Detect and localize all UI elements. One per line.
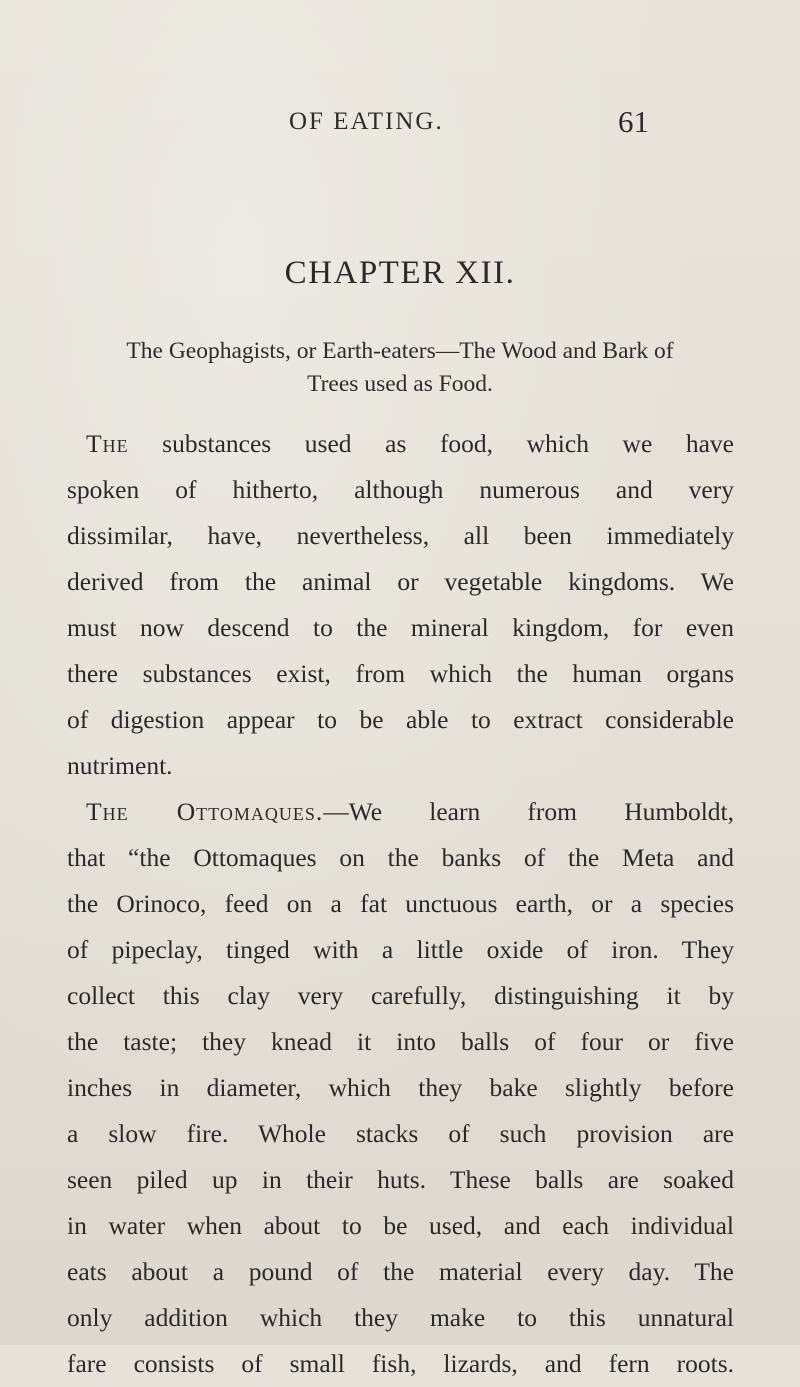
running-head <box>0 104 800 148</box>
page-number: 61 <box>618 104 649 139</box>
paragraph-1-line-8: nutriment. <box>67 751 173 780</box>
paragraph-1-lead: The <box>86 429 129 458</box>
paragraph-1-line-5: must now descend to the mineral kingdom, for even <box>67 613 734 642</box>
chapter-title: CHAPTER XII. <box>284 255 516 291</box>
paragraph-2-line-6: the taste; they knead it into balls of four or five <box>67 1027 734 1056</box>
paragraph-2-line-2: that “the Ottomaques on the banks of the Meta and <box>67 843 734 872</box>
body-text <box>67 421 734 1387</box>
paragraph-1-text: substances used as food, which we have <box>128 429 734 458</box>
paragraph-2-line-13: fare consists of small fish, lizards, and fern roots. <box>67 1349 734 1378</box>
paragraph-2-text: —We learn from Humboldt, <box>323 797 734 826</box>
paragraph-1-line-2: spoken of hitherto, although numerous and very <box>67 475 734 504</box>
running-title: OF EATING. <box>289 108 444 135</box>
paragraph-2-line-10: in water when about to be used, and each individual <box>67 1211 734 1240</box>
paragraph-1-line-4: derived from the animal or vegetable kingdoms. We <box>67 567 734 596</box>
chapter-subtitle-line-2: Trees used as Food. <box>307 371 493 397</box>
paragraph-2-lead: The Ottomaques. <box>86 797 324 826</box>
paragraph-1-line-6: there substances exist, from which the human organs <box>67 659 734 688</box>
paragraph-2-line-1 <box>67 789 734 835</box>
paragraph-2-line-8: a slow fire. Whole stacks of such provision are <box>67 1119 734 1148</box>
paragraph-1-line-1 <box>67 421 734 467</box>
paragraph-2-line-9: seen piled up in their huts. These balls are soaked <box>67 1165 734 1194</box>
chapter-subtitle-line-1: The Geophagists, or Earth-eaters—The Wood and Bark of <box>126 338 674 364</box>
paragraph-2-line-5: collect this clay very carefully, distinguishing it by <box>67 981 734 1010</box>
paragraph-2-line-4: of pipeclay, tinged with a little oxide of iron. They <box>67 935 734 964</box>
paragraph-1-line-3: dissimilar, have, nevertheless, all been immediately <box>67 521 734 550</box>
paragraph-2-line-7: inches in diameter, which they bake slightly before <box>67 1073 734 1102</box>
paragraph-1-line-7: of digestion appear to be able to extract considerable <box>67 705 734 734</box>
paragraph-2-line-12: only addition which they make to this unnatural <box>67 1303 734 1332</box>
paragraph-2-line-3: the Orinoco, feed on a fat unctuous earth, or a species <box>67 889 734 918</box>
paragraph-2-line-11: eats about a pound of the material every day. The <box>67 1257 734 1286</box>
chapter-subtitle <box>70 335 730 401</box>
